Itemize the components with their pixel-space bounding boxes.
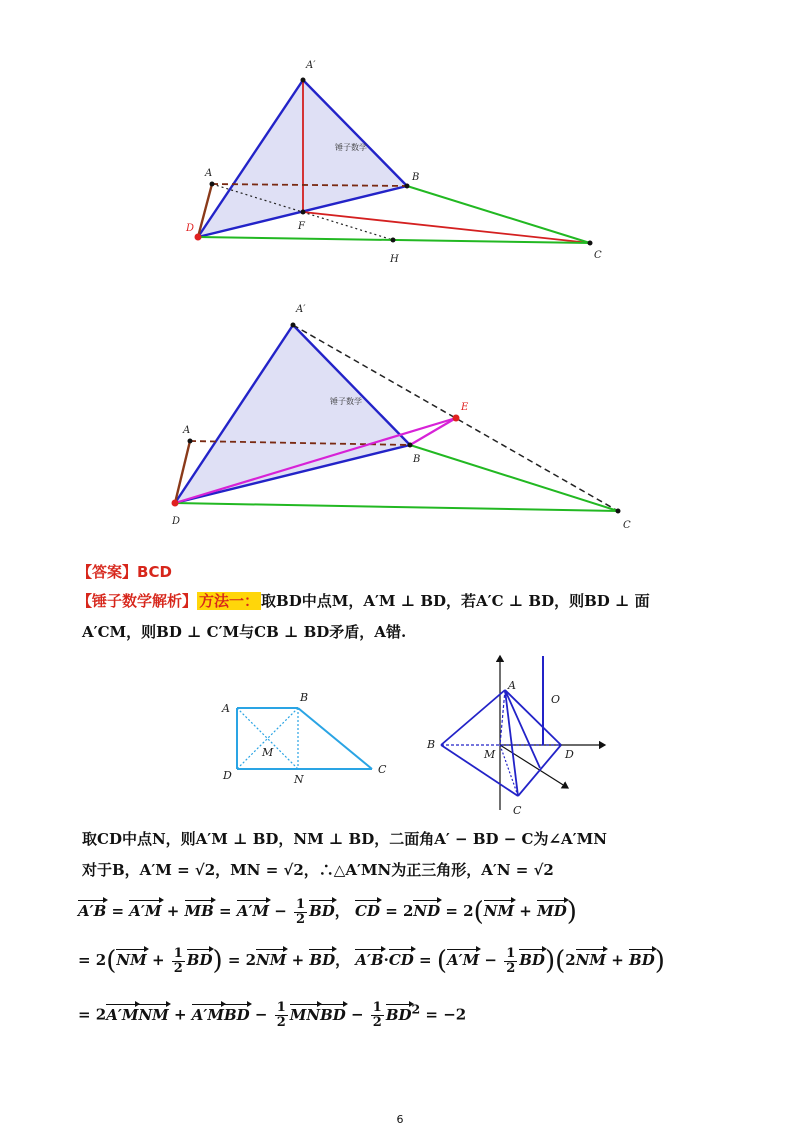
- fraction-half: $\frac{1}{2}$: [173, 945, 183, 976]
- label-m: M: [262, 746, 274, 759]
- vec: MB: [184, 902, 214, 920]
- vec: BD: [309, 902, 335, 920]
- label-b: B: [427, 738, 436, 751]
- vec: BD: [629, 951, 655, 969]
- figure-3-trapezoid: [215, 685, 395, 785]
- answer-value: BCD: [137, 563, 172, 581]
- vec: CD: [355, 902, 380, 920]
- vec: A′M: [191, 1005, 224, 1024]
- vec: BD: [519, 951, 545, 969]
- vec: BD: [385, 1005, 412, 1024]
- vec: A′B: [78, 902, 107, 920]
- vec: NM: [575, 951, 607, 969]
- vec: ND: [413, 902, 441, 920]
- label-b: B: [412, 172, 420, 183]
- equation-3: = 2A′MNM + A′MBD − $\frac{1}{2}$ MNBD − $\frac{1}{2}$ $BD^2 = -2$: [78, 1000, 467, 1030]
- answer-line: [77, 562, 172, 582]
- label-o: O: [551, 693, 561, 706]
- label-d: D: [186, 223, 195, 234]
- label-f: F: [298, 221, 305, 232]
- vec: NM: [138, 1005, 169, 1024]
- fraction-half: $\frac{1}{2}$: [372, 1000, 382, 1030]
- label-a: A: [222, 702, 230, 715]
- vec: MN: [289, 1005, 321, 1024]
- page-number: 6: [396, 1113, 404, 1126]
- label-c: C: [594, 250, 602, 261]
- figure-2-tetrahedron: [165, 300, 645, 535]
- fraction-half: $\frac{1}{2}$: [506, 945, 516, 976]
- analysis-line-3: 取CD中点N，则A′M ⊥ BD，NM ⊥ BD，二面角A′ − BD − C为∠A′MN: [82, 830, 607, 848]
- analysis-line-1: [77, 591, 650, 611]
- vec: BD: [320, 1005, 346, 1024]
- label-c: C: [513, 804, 522, 817]
- vec: A′M: [446, 951, 480, 969]
- watermark: 锤子数学: [330, 397, 362, 406]
- label-h: H: [390, 254, 399, 265]
- label-a: A: [508, 679, 516, 692]
- label-m: M: [484, 748, 496, 761]
- label-a: A: [205, 168, 213, 179]
- equation-1: A′B = A′M + MB = A′M − $\frac{1}{2}$ BD， CD = 2ND = 2(NM + MD): [78, 896, 577, 927]
- label-b: B: [413, 454, 421, 465]
- label-n: N: [294, 773, 304, 785]
- label-c: C: [378, 763, 387, 776]
- fraction-half: $\frac{1}{2}$: [296, 896, 306, 927]
- analysis-bracket: 【锤子数学解析】: [77, 592, 198, 610]
- answer-bracket: 【答案】: [77, 563, 138, 581]
- label-e: E: [461, 402, 469, 413]
- vec: BD: [309, 951, 336, 969]
- label-a-prime: A′: [296, 304, 306, 315]
- label-d: D: [565, 748, 574, 761]
- vec: NM: [256, 951, 287, 969]
- vec: CD: [388, 951, 414, 969]
- result: −2: [443, 1005, 467, 1024]
- vec: NM: [116, 951, 147, 969]
- vec: BD: [186, 951, 213, 969]
- label-a-prime: A′: [306, 60, 316, 71]
- figure-1-tetrahedron: [170, 55, 630, 270]
- label-b: B: [300, 691, 309, 704]
- vec: A′B: [355, 951, 384, 969]
- figure-4-coordinate-solid: [420, 650, 620, 820]
- method-label: 方法一：: [199, 592, 260, 610]
- fraction-half: $\frac{1}{2}$: [276, 1000, 286, 1030]
- vec: NM: [483, 902, 515, 920]
- watermark: 锤子数学: [335, 143, 367, 152]
- analysis-line-2: A′CM，则BD ⊥ C′M与CB ⊥ BD矛盾，A错.: [82, 623, 407, 641]
- label-d: D: [223, 769, 232, 782]
- analysis-text-1: 取BD中点M，A′M ⊥ BD，若A′C ⊥ BD，则BD ⊥ 面: [261, 592, 650, 610]
- vec: MD: [537, 902, 567, 920]
- label-c: C: [623, 520, 631, 531]
- vec: BD: [223, 1005, 250, 1024]
- vec: A′M: [129, 902, 162, 920]
- equation-2: = 2(NM + $\frac{1}{2}$ BD) = 2NM + BD， A′B·CD = (A′M − $\frac{1}{2}$ BD)(2NM + BD): [78, 945, 665, 976]
- vec: A′M: [106, 1005, 139, 1024]
- label-a: A: [183, 425, 191, 436]
- label-d: D: [172, 516, 181, 527]
- vec: A′M: [236, 902, 270, 920]
- analysis-line-4: 对于B，A′M = √2，MN = √2，∴△A′MN为正三角形，A′N = √2: [82, 861, 554, 879]
